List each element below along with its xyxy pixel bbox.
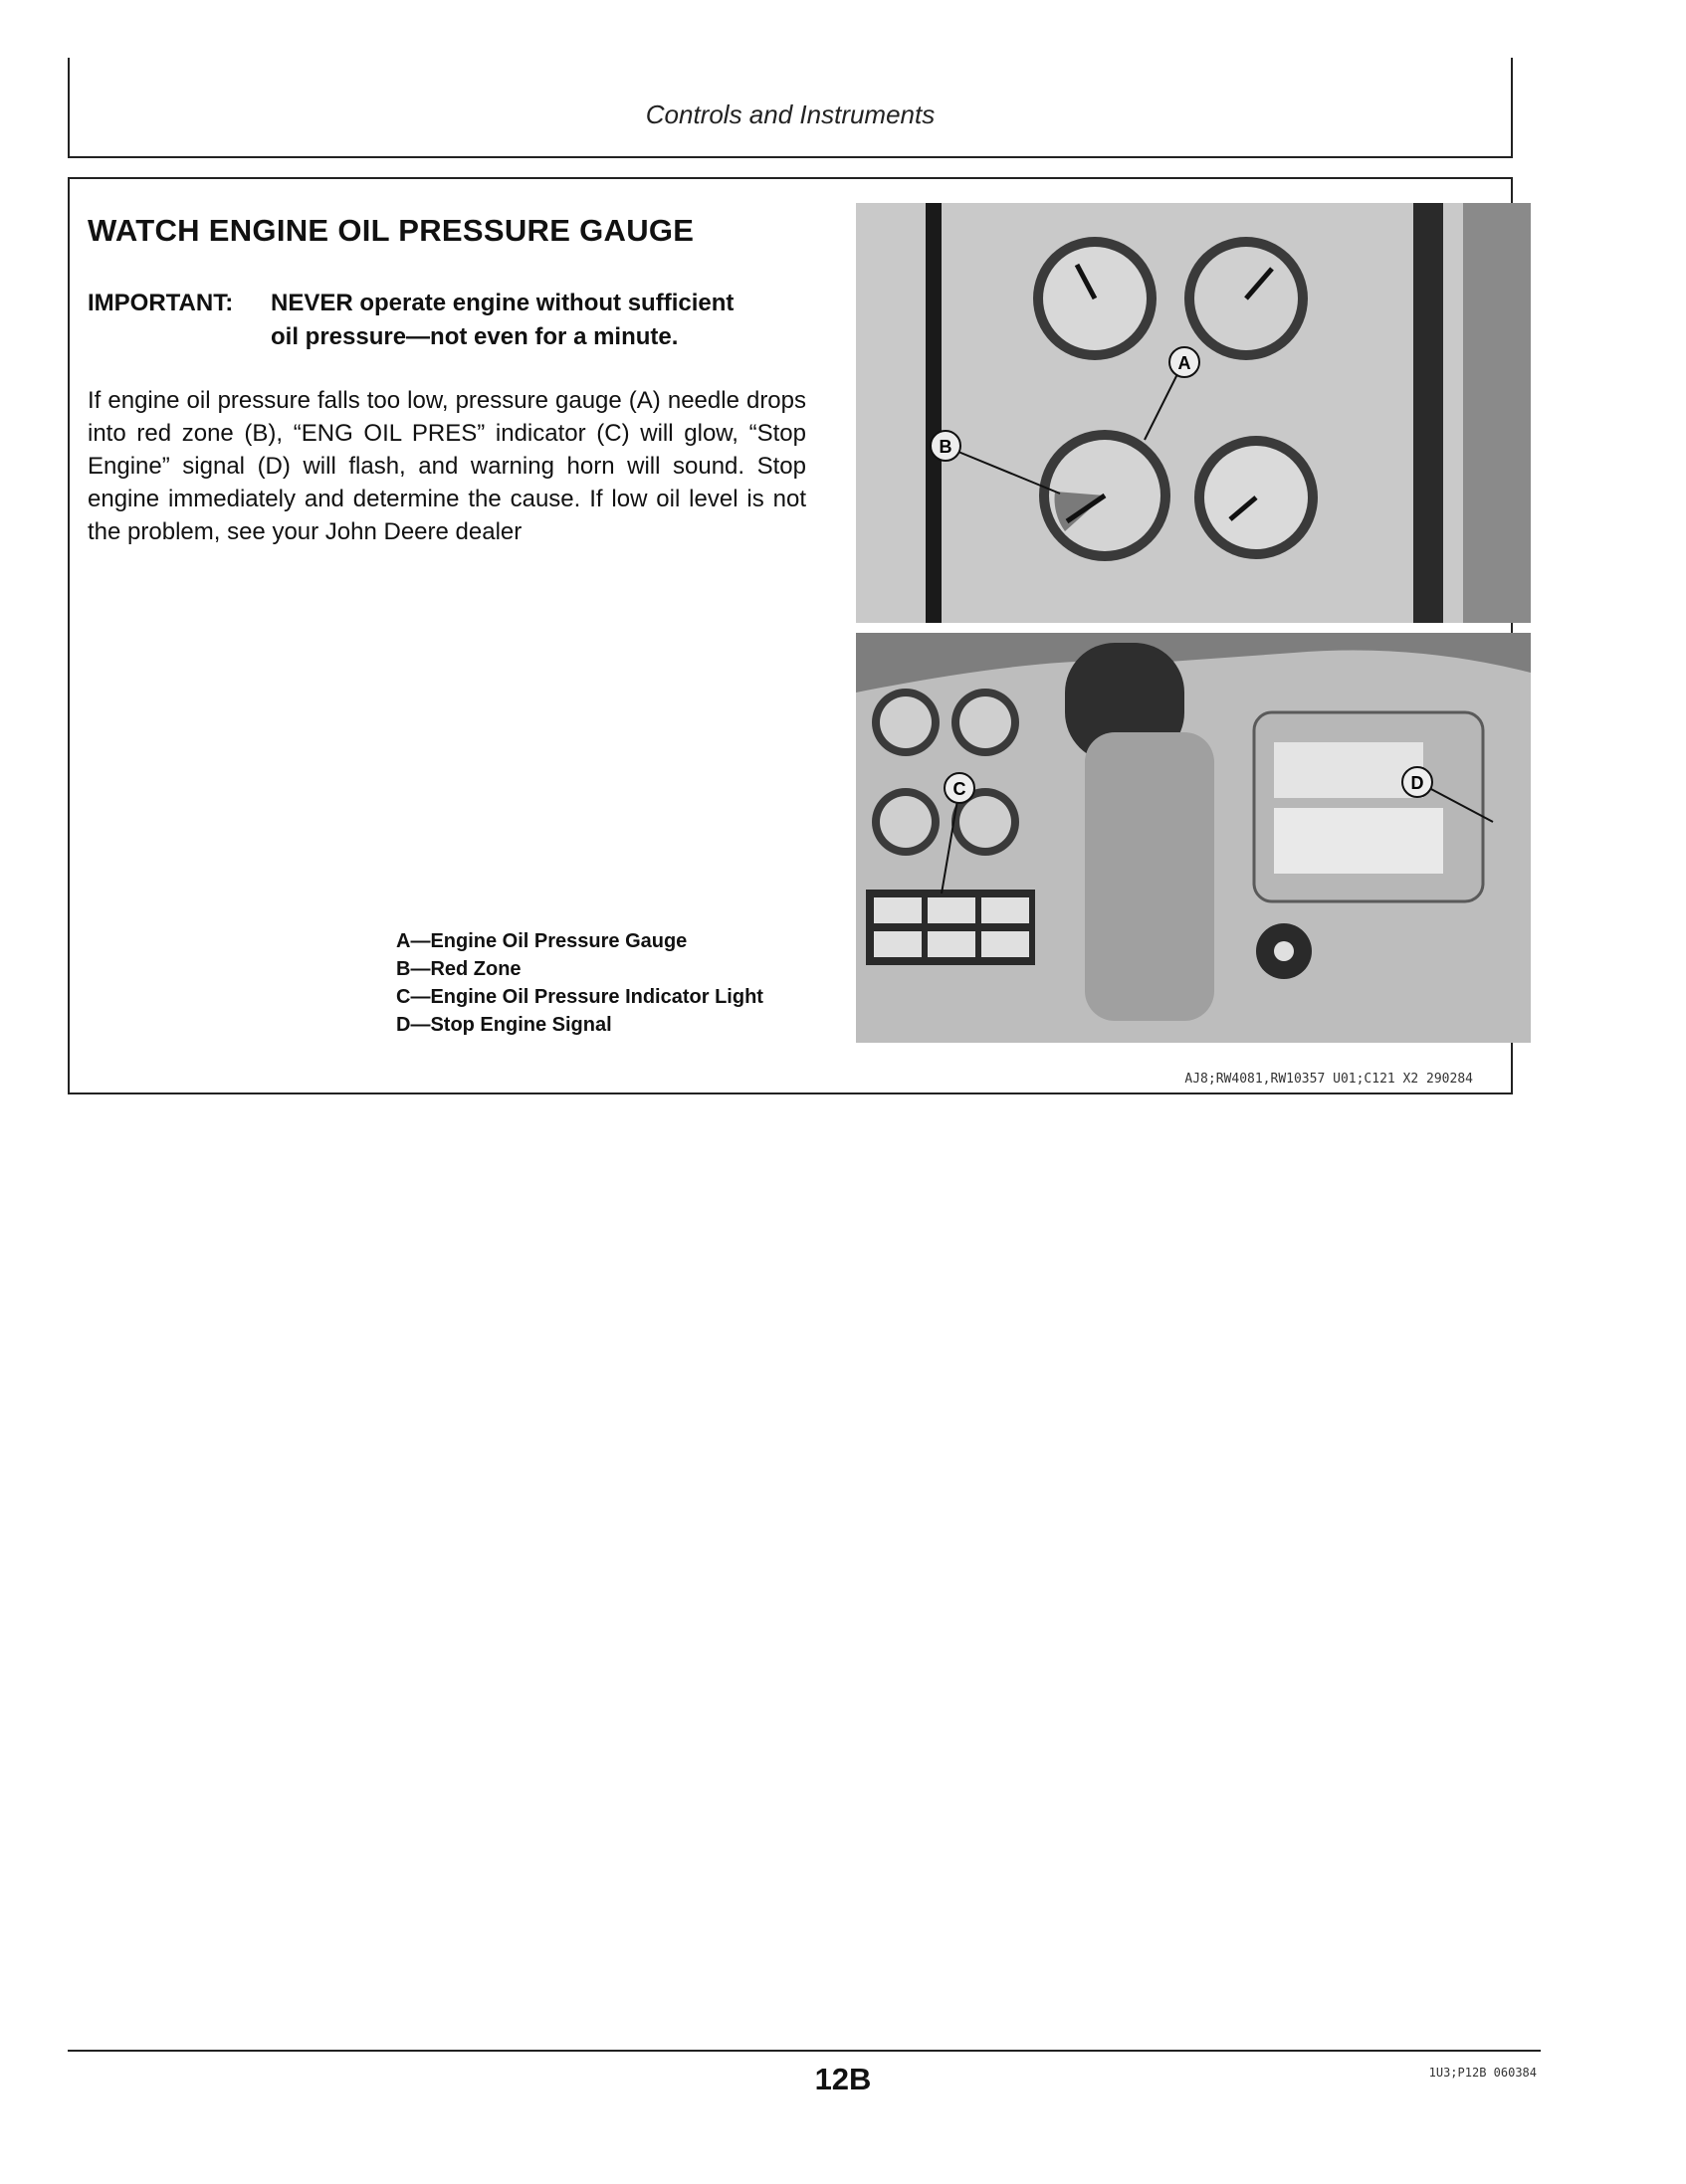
footer-rule	[68, 2050, 1541, 2052]
important-label: IMPORTANT:	[88, 290, 234, 316]
callout-b	[931, 431, 960, 461]
callout-c	[945, 773, 974, 803]
section-heading: WATCH ENGINE OIL PRESSURE GAUGE	[88, 213, 695, 248]
figure-reference-code: AJ8;RW4081,RW10357 U01;C121 X2 290284	[1184, 1072, 1473, 1087]
legend-item-a: A—Engine Oil Pressure Gauge	[396, 930, 688, 952]
svg-text:B: B	[939, 437, 952, 457]
gauge-bottom-right	[1194, 436, 1318, 559]
svg-text:C: C	[952, 779, 966, 799]
important-notice	[88, 287, 734, 354]
legend-item-b: B—Red Zone	[396, 958, 522, 980]
legend-item-c: C—Engine Oil Pressure Indicator Light	[396, 986, 763, 1008]
indicator-light-panel	[866, 890, 1035, 965]
important-line-2: oil pressure—not even for a minute.	[271, 323, 679, 350]
important-line-1: NEVER operate engine without sufficient	[271, 290, 735, 316]
svg-text:D: D	[1410, 773, 1424, 793]
callout-a	[1169, 347, 1199, 377]
page-header	[68, 58, 1513, 158]
footer-reference-code: 1U3;P12B 060384	[1428, 2066, 1537, 2080]
body-paragraph: If engine oil pressure falls too low, pressure gauge (A) needle drops into red zone (B), “ENG OIL PRES” indicator (C) will glow, “Stop Engine” signal (D) will flash, and warning horn will sound. Stop engine immediately and determine the cause. If low oil level is not the problem, see your John Deere dealer	[88, 387, 806, 545]
header-title: Controls and Instruments	[645, 99, 936, 129]
oil-pressure-gauge	[1039, 430, 1170, 561]
gauge-cluster-photo	[856, 203, 1531, 623]
figure-legend	[396, 927, 763, 1039]
gauge-top-left	[1033, 237, 1157, 360]
section-box	[68, 177, 1513, 1094]
page-number: 12B	[814, 2062, 872, 2096]
gauge-top-right	[1184, 237, 1308, 360]
svg-text:A: A	[1177, 353, 1191, 373]
callout-d	[1402, 767, 1432, 797]
dashboard-photo	[856, 633, 1531, 1043]
legend-item-d: D—Stop Engine Signal	[396, 1014, 612, 1036]
